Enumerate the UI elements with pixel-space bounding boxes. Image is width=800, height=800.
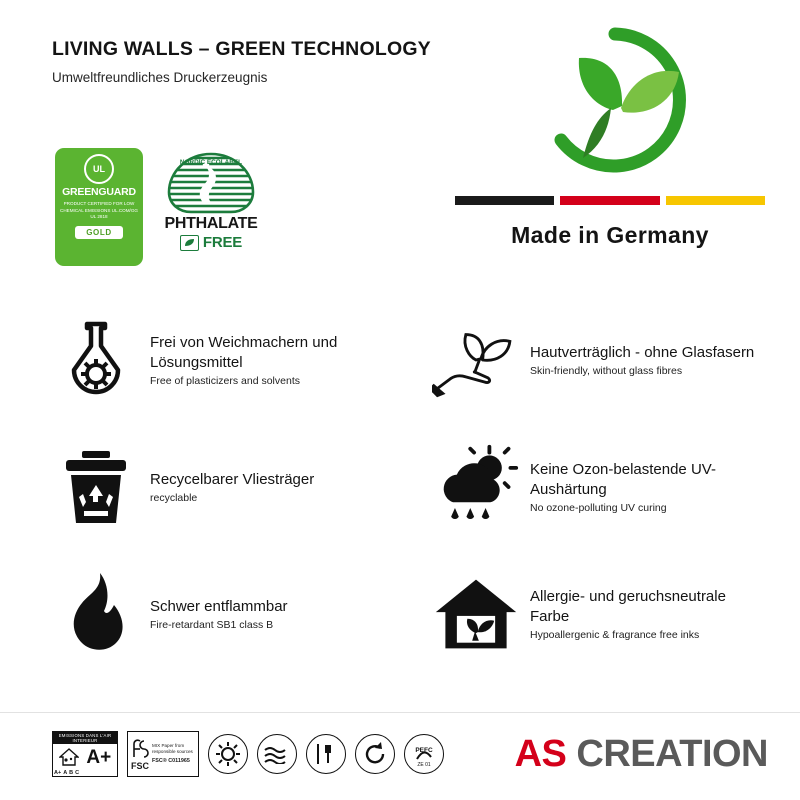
feature-item	[52, 300, 432, 420]
house-emission-icon	[59, 747, 79, 767]
emission-scale-c: C	[75, 770, 80, 776]
indoor-air-emission-badge	[52, 731, 118, 777]
emission-scale-b: B	[69, 770, 74, 776]
feature-item	[432, 300, 767, 420]
nordic-ecolabel-icon	[165, 152, 257, 214]
pefc-circle-icon	[404, 734, 444, 774]
fsc-description: MIX Paper from responsible sources	[152, 743, 193, 755]
flag-bar-gold	[666, 196, 765, 205]
feature-item	[52, 427, 432, 547]
emission-scale	[53, 770, 117, 776]
feature-label-de: Frei von Weichmachern und Lösungsmittel	[150, 334, 338, 371]
greenguard-badge	[55, 148, 143, 266]
feature-text	[520, 343, 754, 378]
feature-grid	[52, 300, 767, 674]
feature-label-en: Free of plasticizers and solvents	[150, 375, 300, 387]
hand-with-plant-icon	[432, 316, 520, 404]
flask-icon	[52, 316, 140, 404]
waves-circle-icon	[257, 734, 297, 774]
emission-scale-a: A	[63, 770, 68, 776]
fsc-logo-icon	[130, 737, 150, 771]
feature-text	[520, 460, 767, 514]
fsc-text-block	[150, 743, 196, 765]
greenguard-level: GOLD	[75, 226, 123, 239]
feature-item	[432, 427, 767, 547]
fsc-code: FSC® C011965	[152, 757, 190, 764]
feature-label-en: Skin-friendly, without glass fibres	[530, 365, 683, 378]
feature-item	[432, 554, 767, 674]
feature-label-de: Keine Ozon-belastende UV-Aushärtung	[530, 461, 716, 498]
feature-label-en: No ozone-polluting UV curing	[530, 502, 667, 514]
feature-label-en: recyclable	[150, 492, 198, 505]
feature-label-de: Hautverträglich - ohne Glasfasern	[530, 343, 755, 361]
leaf-box-icon	[180, 235, 199, 251]
brush-circle-icon	[306, 734, 346, 774]
phthalate-text	[159, 215, 263, 251]
ul-mark-icon: UL	[84, 154, 114, 184]
gear-circle-icon	[208, 734, 248, 774]
feature-text	[520, 587, 767, 641]
fsc-label: FSC	[131, 760, 149, 771]
svg-text:ZE 01: ZE 01	[417, 762, 431, 768]
phthalate-free-row	[159, 234, 263, 251]
header	[52, 38, 492, 85]
emission-rating: A+	[86, 746, 112, 768]
flame-icon	[52, 570, 140, 658]
page-subtitle: Umweltfreundliches Druckerzeugnis	[52, 70, 268, 85]
svg-text:NORDIC ECOLABEL: NORDIC ECOLABEL	[179, 159, 243, 166]
feature-label-en: Hypoallergenic & fragrance free inks	[530, 629, 700, 641]
greenguard-label: GREENGUARD	[62, 186, 136, 198]
footer-certification-icons	[52, 731, 444, 777]
footer-divider	[0, 712, 800, 713]
feature-label-de: Recycelbarer Vliesträger	[150, 470, 315, 488]
feature-text	[140, 470, 314, 505]
two-leaves-in-circle-logo	[525, 22, 705, 192]
german-flag-bars	[455, 196, 765, 205]
certification-badges	[55, 148, 263, 266]
made-in-germany-label: Made in Germany	[511, 222, 709, 248]
feature-label-de: Allergie- und geruchsneutrale Farbe	[530, 588, 726, 625]
emission-body	[53, 744, 117, 770]
phthalate-label: PHTHALATE	[164, 215, 258, 232]
flag-bar-black	[455, 196, 554, 205]
footer	[52, 728, 768, 780]
house-with-leaf-icon	[432, 570, 520, 658]
feature-label-en: Fire-retardant SB1 class B	[150, 619, 274, 632]
brand-as-label: AS	[514, 732, 567, 775]
feature-label-de: Schwer entflammbar	[150, 597, 288, 615]
phthalate-free-label: FREE	[202, 234, 243, 251]
emission-scale-a-plus: A+	[54, 770, 62, 776]
sun-cloud-rain-icon	[432, 443, 520, 531]
fsc-badge	[127, 731, 199, 777]
emission-title: EMISSIONS DANS L'AIR INTERIEUR	[53, 732, 117, 744]
feature-text	[140, 333, 432, 387]
recycle-bin-icon	[52, 443, 140, 531]
svg-text:PEFC: PEFC	[415, 747, 433, 754]
feature-text	[140, 597, 288, 632]
greenguard-description: PRODUCT CERTIFIED FOR LOW CHEMICAL EMISSIONS UL.COM/GG UL 2818	[60, 201, 138, 220]
phthalate-free-badge	[159, 148, 263, 251]
arrow-loop-circle-icon	[355, 734, 395, 774]
as-creation-logo	[515, 733, 768, 776]
page-title: LIVING WALLS – GREEN TECHNOLOGY	[52, 38, 431, 60]
feature-item	[52, 554, 432, 674]
brand-creation-label: CREATION	[576, 732, 768, 775]
flag-bar-red	[560, 196, 659, 205]
